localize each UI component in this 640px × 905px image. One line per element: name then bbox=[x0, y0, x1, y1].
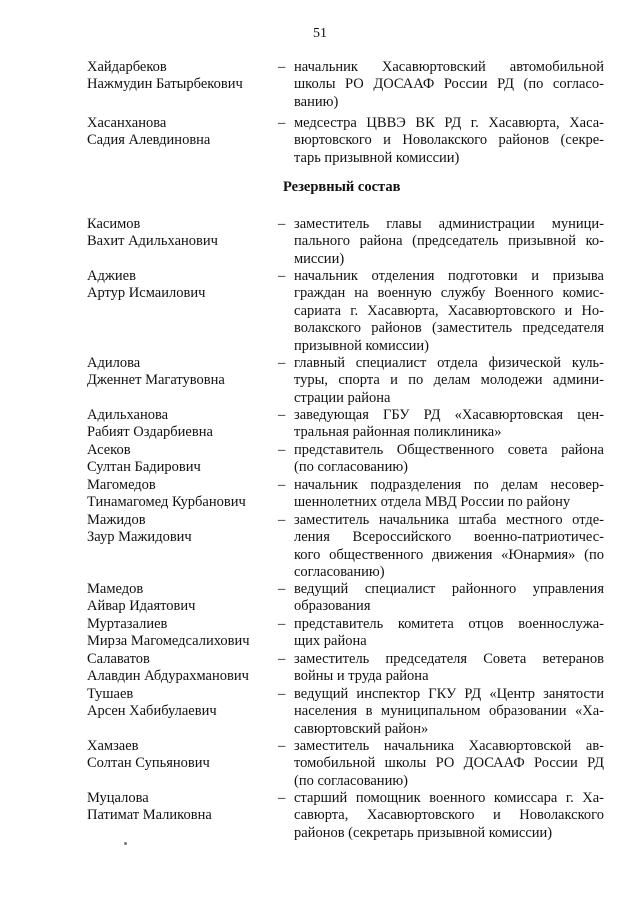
member-given-name: Дженнет Магатувовна bbox=[87, 372, 225, 389]
dash: – bbox=[278, 442, 286, 458]
dash: – bbox=[278, 738, 286, 754]
position-line: заместитель начальника штаба местного отде- bbox=[294, 512, 604, 528]
position-line: страции района bbox=[294, 389, 391, 406]
position-line: начальник подразделения по делам несовер- bbox=[294, 477, 604, 493]
position-line: заместитель начальника Хасавюртовской ав- bbox=[294, 738, 604, 754]
member-position bbox=[294, 442, 604, 477]
position-line: школы РО ДОСААФ России РД (по согласо- bbox=[294, 76, 604, 93]
member-given-name: Садия Алевдиновна bbox=[87, 132, 211, 149]
member-position bbox=[294, 738, 604, 790]
dash: – bbox=[278, 790, 286, 806]
position-line: ведущий специалист районного управления bbox=[294, 581, 604, 597]
dash: – bbox=[278, 581, 286, 597]
position-line: савюртовский район» bbox=[294, 720, 429, 737]
member-name bbox=[87, 216, 277, 251]
member-name bbox=[87, 477, 277, 512]
member-surname: Муртазалиев bbox=[87, 616, 168, 632]
member-surname: Мажидов bbox=[87, 512, 146, 528]
position-line: начальник Хасавюртовский автомобильной bbox=[294, 59, 604, 75]
dash: – bbox=[278, 512, 286, 528]
member-position bbox=[294, 512, 604, 582]
dash: – bbox=[278, 268, 286, 284]
member-given-name: Нажмудин Батырбекович bbox=[87, 76, 243, 93]
member-name bbox=[87, 59, 277, 94]
dash: – bbox=[278, 477, 286, 493]
member-given-name: Алавдин Абдурахманович bbox=[87, 668, 249, 685]
member-surname: Хасанханова bbox=[87, 115, 167, 131]
position-line: старший помощник военного комиссара г. Ха- bbox=[294, 790, 604, 806]
position-line: пального района (председатель призывной ко- bbox=[294, 233, 604, 250]
member-name bbox=[87, 616, 277, 651]
position-line: вюртовского и Новолакского районов (секре- bbox=[294, 132, 604, 149]
dash: – bbox=[278, 616, 286, 632]
member-surname: Касимов bbox=[87, 216, 141, 232]
position-line: образования bbox=[294, 598, 371, 615]
position-line: заместитель главы администрации муници- bbox=[294, 216, 604, 232]
dash: – bbox=[278, 355, 286, 371]
position-line: кого общественного движения «Юнармия» (по bbox=[294, 546, 604, 563]
member-surname: Тушаев bbox=[87, 686, 134, 702]
position-line: тарь призывной комиссии) bbox=[294, 149, 460, 166]
member-name bbox=[87, 790, 277, 825]
member-surname: Муцалова bbox=[87, 790, 149, 806]
member-surname: Асеков bbox=[87, 442, 131, 458]
position-line: граждан на военную службу Военного комис- bbox=[294, 285, 604, 302]
member-given-name: Султан Бадирович bbox=[87, 459, 201, 476]
position-line: ванию) bbox=[294, 93, 339, 110]
member-position bbox=[294, 790, 604, 842]
member-name bbox=[87, 268, 277, 303]
position-line: туры, спорта и по делам молодежи админи- bbox=[294, 372, 604, 389]
member-position bbox=[294, 407, 604, 442]
member-surname: Хайдарбеков bbox=[87, 59, 167, 75]
member-position bbox=[294, 581, 604, 616]
member-surname: Салаватов bbox=[87, 651, 150, 667]
member-name bbox=[87, 686, 277, 721]
member-position bbox=[294, 686, 604, 738]
member-name bbox=[87, 115, 277, 150]
member-surname: Магомедов bbox=[87, 477, 156, 493]
dash: – bbox=[278, 59, 286, 75]
position-line: ления Всероссийского военно-патриотичес- bbox=[294, 529, 604, 546]
member-name bbox=[87, 407, 277, 442]
member-name bbox=[87, 651, 277, 686]
position-line: шеннолетних отдела МВД России по району bbox=[294, 494, 571, 511]
position-line: миссии) bbox=[294, 250, 345, 267]
member-position bbox=[294, 115, 604, 167]
member-position bbox=[294, 651, 604, 686]
dash: – bbox=[278, 686, 286, 702]
position-line: представитель Общественного совета района bbox=[294, 442, 604, 458]
member-name bbox=[87, 442, 277, 477]
member-name bbox=[87, 581, 277, 616]
position-line: призывной комиссии) bbox=[294, 337, 429, 354]
member-position bbox=[294, 477, 604, 512]
member-name bbox=[87, 738, 277, 773]
position-line: томобильной школы РО ДОСААФ России РД bbox=[294, 755, 604, 772]
position-line: сариата г. Хасавюрта, Хасавюртовского и Но- bbox=[294, 302, 604, 319]
position-line: ведущий инспектор ГКУ РД «Центр занятости bbox=[294, 686, 604, 702]
member-surname: Адилова bbox=[87, 355, 141, 371]
member-position bbox=[294, 616, 604, 651]
member-surname: Хамзаев bbox=[87, 738, 139, 754]
member-surname: Аджиев bbox=[87, 268, 136, 284]
member-given-name: Вахит Адильханович bbox=[87, 233, 218, 250]
position-line: медсестра ЦВВЭ ВК РД г. Хасавюрта, Хаса- bbox=[294, 115, 604, 131]
position-line: волакского районов (заместитель председателя bbox=[294, 320, 604, 337]
position-line: щих района bbox=[294, 633, 367, 650]
member-given-name: Заур Мажидович bbox=[87, 529, 192, 546]
member-surname: Мамедов bbox=[87, 581, 144, 597]
position-line: населения в муниципальном образовании «Ха- bbox=[294, 703, 604, 720]
position-line: заместитель председателя Совета ветеранов bbox=[294, 651, 604, 667]
dash: – bbox=[278, 115, 286, 131]
scan-speck bbox=[124, 842, 127, 845]
page-number: 51 bbox=[313, 26, 327, 41]
member-name bbox=[87, 355, 277, 390]
member-name bbox=[87, 512, 277, 547]
position-line: главный специалист отдела физической куль- bbox=[294, 355, 604, 371]
position-line: савюрта, Хасавюртовского и Новолакского bbox=[294, 807, 604, 824]
position-line: (по согласованию) bbox=[294, 772, 408, 789]
dash: – bbox=[278, 651, 286, 667]
member-position bbox=[294, 355, 604, 407]
position-line: (по согласованию) bbox=[294, 459, 408, 476]
section-heading-reserve: Резервный состав bbox=[283, 179, 401, 195]
member-given-name: Мирза Магомедсалихович bbox=[87, 633, 250, 650]
dash: – bbox=[278, 216, 286, 232]
dash: – bbox=[278, 407, 286, 423]
member-given-name: Тинамагомед Курбанович bbox=[87, 494, 246, 511]
member-given-name: Патимат Маликовна bbox=[87, 807, 212, 824]
position-line: представитель комитета отцов военнослужа- bbox=[294, 616, 604, 632]
member-position bbox=[294, 268, 604, 355]
position-line: заведующая ГБУ РД «Хасавюртовская цен- bbox=[294, 407, 604, 423]
position-line: районов (секретарь призывной комиссии) bbox=[294, 824, 553, 841]
position-line: войны и труда района bbox=[294, 668, 429, 685]
member-position bbox=[294, 59, 604, 111]
member-given-name: Рабият Оздарбиевна bbox=[87, 424, 213, 441]
member-position bbox=[294, 216, 604, 268]
member-given-name: Арсен Хабибулаевич bbox=[87, 703, 217, 720]
member-given-name: Солтан Супьянович bbox=[87, 755, 210, 772]
position-line: начальник отделения подготовки и призыва bbox=[294, 268, 604, 284]
position-line: тральная районная поликлиника» bbox=[294, 424, 502, 441]
member-surname: Адильханова bbox=[87, 407, 169, 423]
member-given-name: Айвар Идаятович bbox=[87, 598, 196, 615]
position-line: согласованию) bbox=[294, 564, 385, 581]
member-given-name: Артур Исмаилович bbox=[87, 285, 206, 302]
